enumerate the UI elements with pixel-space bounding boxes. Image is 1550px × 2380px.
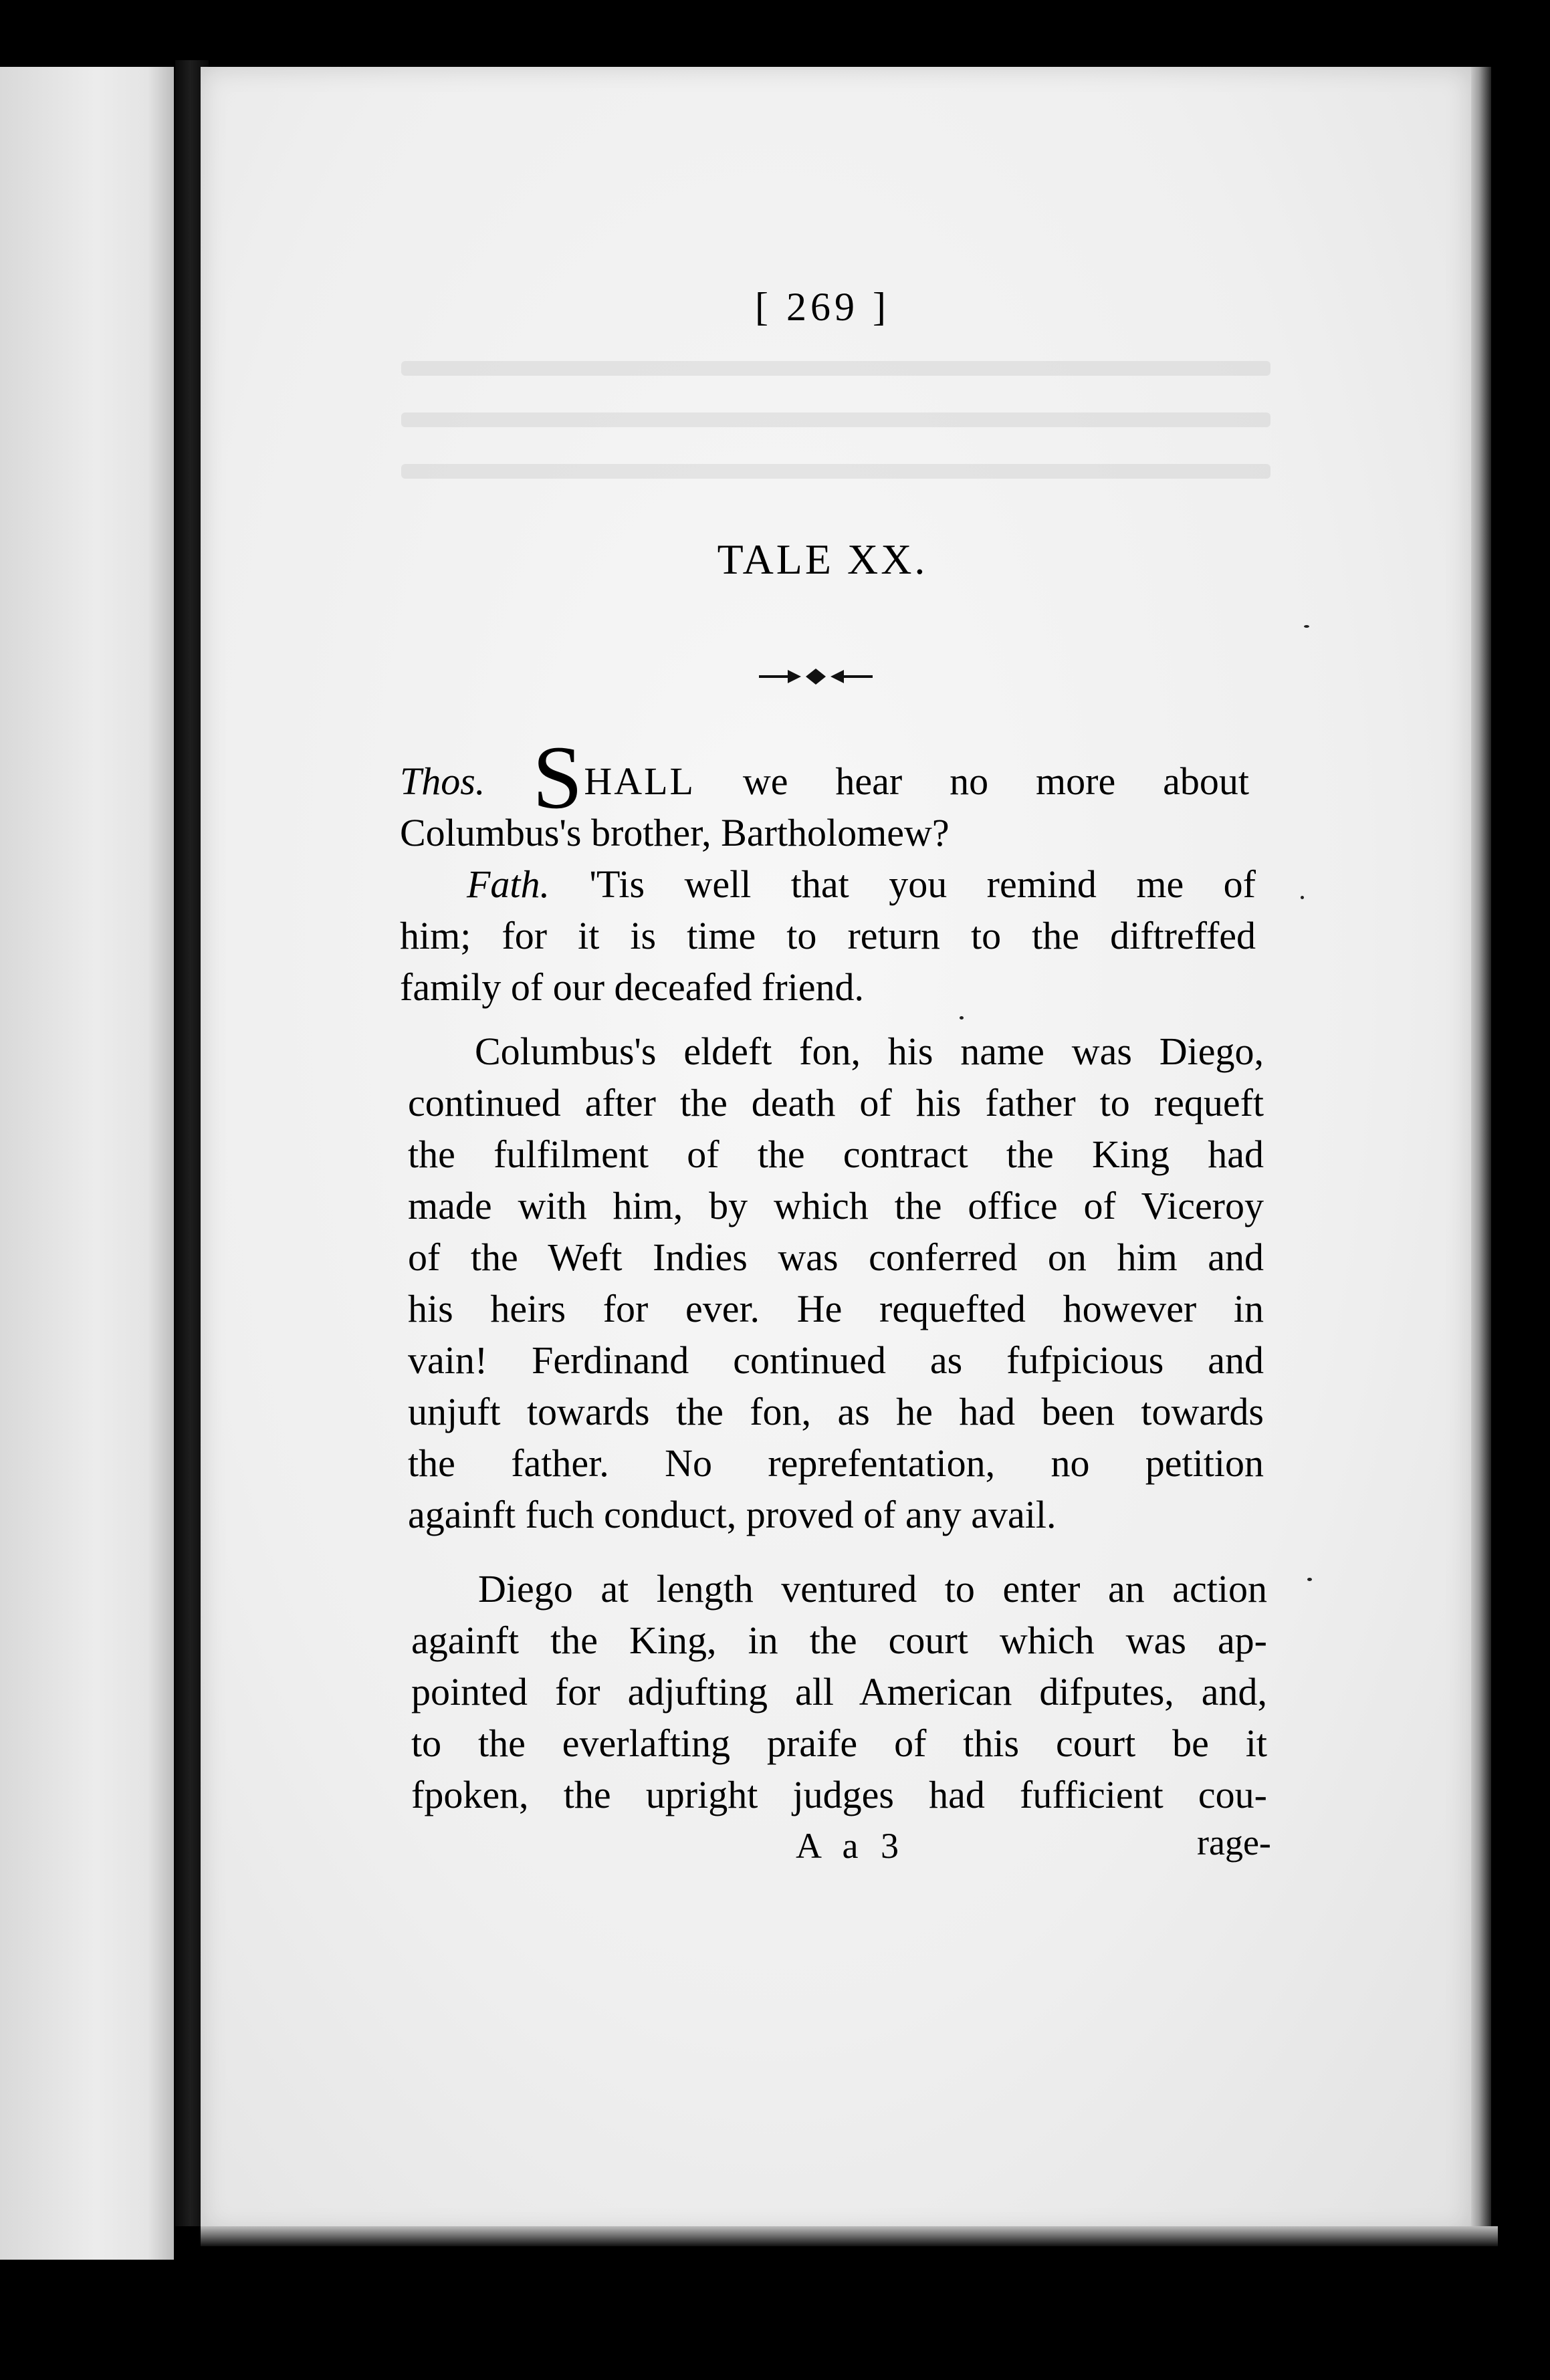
paragraph-fath [400, 858, 1256, 1013]
text-line: continued after the death of his father to requeft [408, 1081, 1264, 1124]
speaker-label: Fath. [467, 862, 550, 906]
signature-mark: A a 3 [796, 1826, 905, 1866]
paper-speck [1307, 1578, 1312, 1581]
text-line: made with him, by which the office of Viceroy [408, 1184, 1264, 1227]
text-line: pointed for adjufting all American difputes, and, [411, 1670, 1267, 1713]
catchword: rage- [1197, 1822, 1271, 1863]
text-line: of the Weft Indies was conferred on him and [408, 1235, 1264, 1279]
text-line: the fulfilment of the contract the King had [408, 1133, 1264, 1176]
show-through-text [401, 361, 1270, 515]
drop-cap: S [532, 728, 583, 828]
text-line: family of our deceafed friend. [400, 965, 865, 1009]
text-line: fpoken, the upright judges had fufficient cou- [411, 1773, 1267, 1816]
paper-speck [960, 1016, 964, 1020]
speaker-label: Thos. [400, 759, 485, 803]
paragraph-thos [400, 728, 1250, 858]
text-line: vain! Ferdinand continued as fufpicious and [408, 1338, 1264, 1382]
small-caps-word: HALL [584, 759, 695, 803]
paper-speck [1304, 625, 1309, 628]
line-text: 'Tis well that you remind me of [550, 862, 1256, 906]
text-line: Diego at length ventured to enter an action [478, 1567, 1267, 1611]
chapter-title: TALE XX. [717, 536, 928, 583]
paragraph-diego-action [411, 1563, 1267, 1820]
line-text: we hear no more about [695, 759, 1250, 803]
page-number-header: [ 269 ] [755, 285, 890, 329]
text-line: Columbus's eldeft fon, his name was Diego, [475, 1030, 1264, 1073]
previous-page-edge [0, 67, 174, 2260]
ornament-divider-icon [756, 663, 876, 690]
text-line: him; for it is time to return to the diftreffed [400, 914, 1256, 957]
text-line [400, 858, 1256, 910]
text-line: to the everlafting praife of this court be it [411, 1721, 1267, 1765]
page-bottom-edge [201, 2226, 1498, 2246]
page-right-edge [1471, 67, 1491, 2233]
paragraph-diego-petition [408, 1026, 1264, 1540]
text-line [400, 728, 1250, 828]
text-line: Columbus's brother, Bartholomew? [400, 811, 950, 854]
text-line: againft the King, in the court which was ap- [411, 1619, 1267, 1662]
text-line: his heirs for ever. He requefted however in [408, 1287, 1264, 1330]
text-line: unjuft towards the fon, as he had been towards [408, 1390, 1264, 1433]
text-line: againft fuch conduct, proved of any avail. [408, 1493, 1057, 1536]
text-line: the father. No reprefentation, no petition [408, 1441, 1264, 1485]
paper-speck [1301, 896, 1304, 899]
